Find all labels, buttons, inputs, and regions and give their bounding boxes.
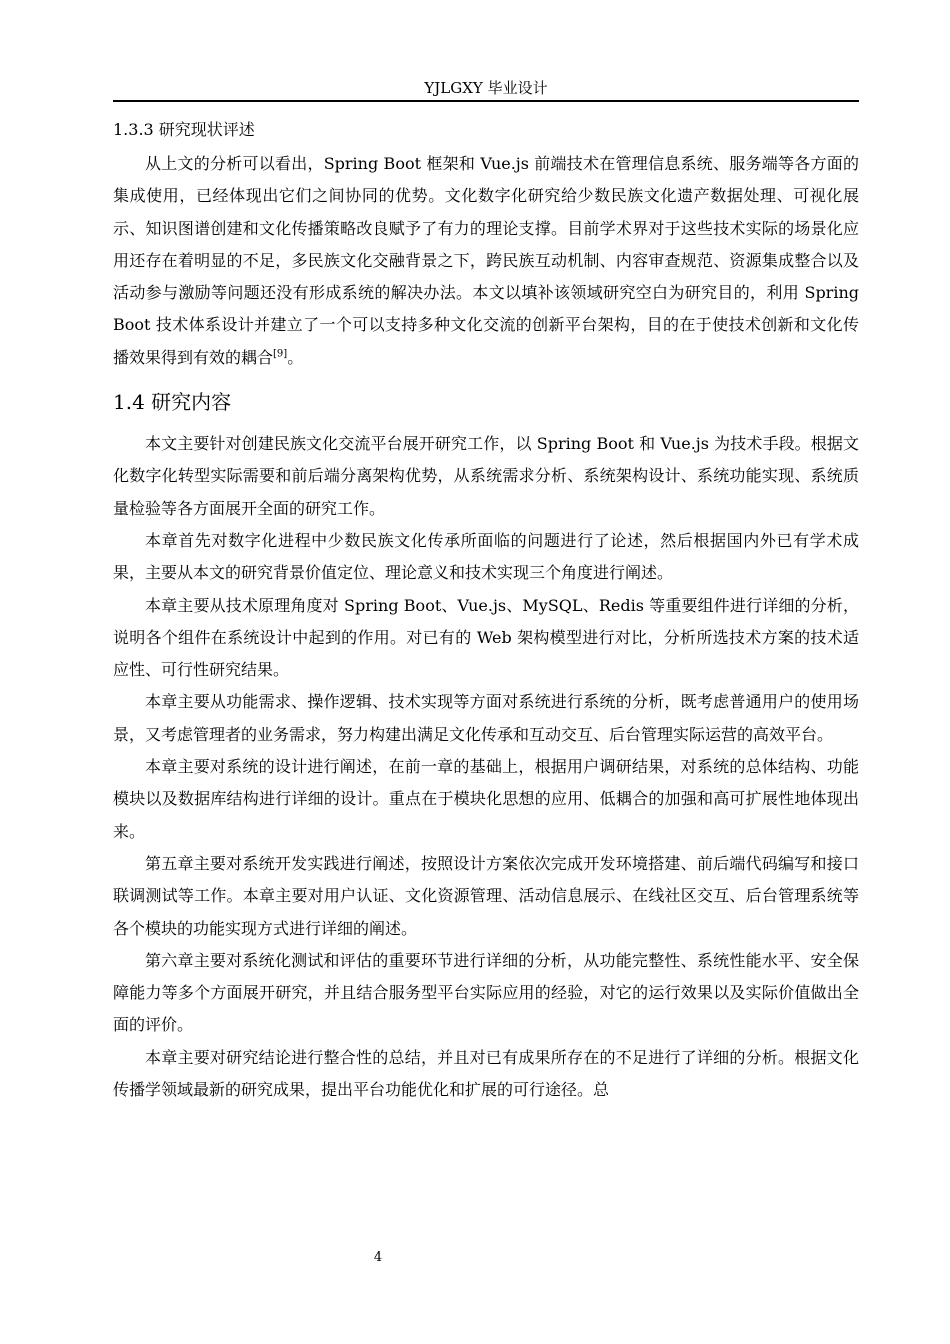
page-number: 4 — [373, 1250, 383, 1265]
body-paragraph: 本章主要对研究结论进行整合性的总结，并且对已有成果所存在的不足进行了详细的分析。根据文化传播学领域最新的研究成果，提出平台功能优化和扩展的可行途径。总 — [113, 1047, 859, 1100]
body-paragraph: 本章主要对系统的设计进行阐述，在前一章的基础上，根据用户调研结果，对系统的总体结构、功能模块以及数据库结构进行详细的设计。重点在于模块化思想的应用、低耦合的加强和高可扩展性地体现出来。 — [113, 757, 859, 841]
body-paragraph: 第六章主要对系统化测试和评估的重要环节进行详细的分析，从功能完整性、系统性能水平、安全保障能力等多个方面展开研究，并且结合服务型平台实际应用的经验，对它的运行效果以及实际价值做出全面的评价。 — [113, 950, 859, 1035]
header-rule — [113, 100, 859, 102]
paragraph-text: 从上文的分析可以看出，Spring Boot 框架和 Vue.js 前端技术在管理信息系统、服务端等各方面的集成使用，已经体现出它们之间协同的优势。文化数字化研究给少数民族文化遗产数据处理、可视化展示、知识图谱创建和文化传播策略改良赋予了有力的理论支撑。目前学术界对于这些技术实际的场景化应用还存在着明显的不足，多民族文化交融背景之下，跨民族互动机制、内容审查规范、资源集成整合以及活动参与激励等问题还没有形成系统的解决办法。本文以填补该领域研究空白为研究目的，利用 Spring Boot 技术体系设计并建立了一个可以支持多种文化交流的创新平台架构，目的在于使技术创新和文化传播效果得到有效的耦合 — [113, 154, 859, 367]
paragraph-end: 。 — [287, 347, 304, 367]
body-paragraph: 本章主要从功能需求、操作逻辑、技术实现等方面对系统进行系统的分析，既考虑普通用户的使用场景，又考虑管理者的业务需求，努力构建出满足文化传承和互动交互、后台管理实际运营的高效平台。 — [113, 692, 859, 744]
page-header: YJLGXY 毕业设计 — [424, 79, 548, 97]
body-paragraph: 本章首先对数字化进程中少数民族文化传承所面临的问题进行了论述，然后根据国内外已有学术成果，主要从本文的研究背景价值定位、理论意义和技术实现三个角度进行阐述。 — [113, 530, 859, 583]
section-heading-1-4: 1.4 研究内容 — [113, 390, 232, 415]
citation-ref: [9] — [273, 348, 288, 360]
body-paragraph — [113, 148, 859, 374]
body-paragraph: 本文主要针对创建民族文化交流平台展开研究工作，以 Spring Boot 和 Vue.js 为技术手段。根据文化数字化转型实际需要和前后端分离架构优势，从系统需求分析、系统架构设计、系统功能实现、系统质量检验等各方面展开全面的研究工作。 — [113, 434, 859, 518]
subsection-heading-1-3-3: 1.3.3 研究现状评述 — [113, 120, 255, 139]
body-paragraph: 第五章主要对系统开发实践进行阐述，按照设计方案依次完成开发环境搭建、前后端代码编写和接口联调测试等工作。本章主要对用户认证、文化资源管理、活动信息展示、在线社区交互、后台管理系统等各个模块的功能实现方式进行详细的阐述。 — [113, 853, 859, 938]
page-body — [113, 112, 859, 1106]
body-paragraph: 本章主要从技术原理角度对 Spring Boot、Vue.js、MySQL、Redis 等重要组件进行详细的分析，说明各个组件在系统设计中起到的作用。对已有的 Web 架构模型进行对比，分析所选技术方案的技术适应性、可行性研究结果。 — [113, 595, 859, 680]
